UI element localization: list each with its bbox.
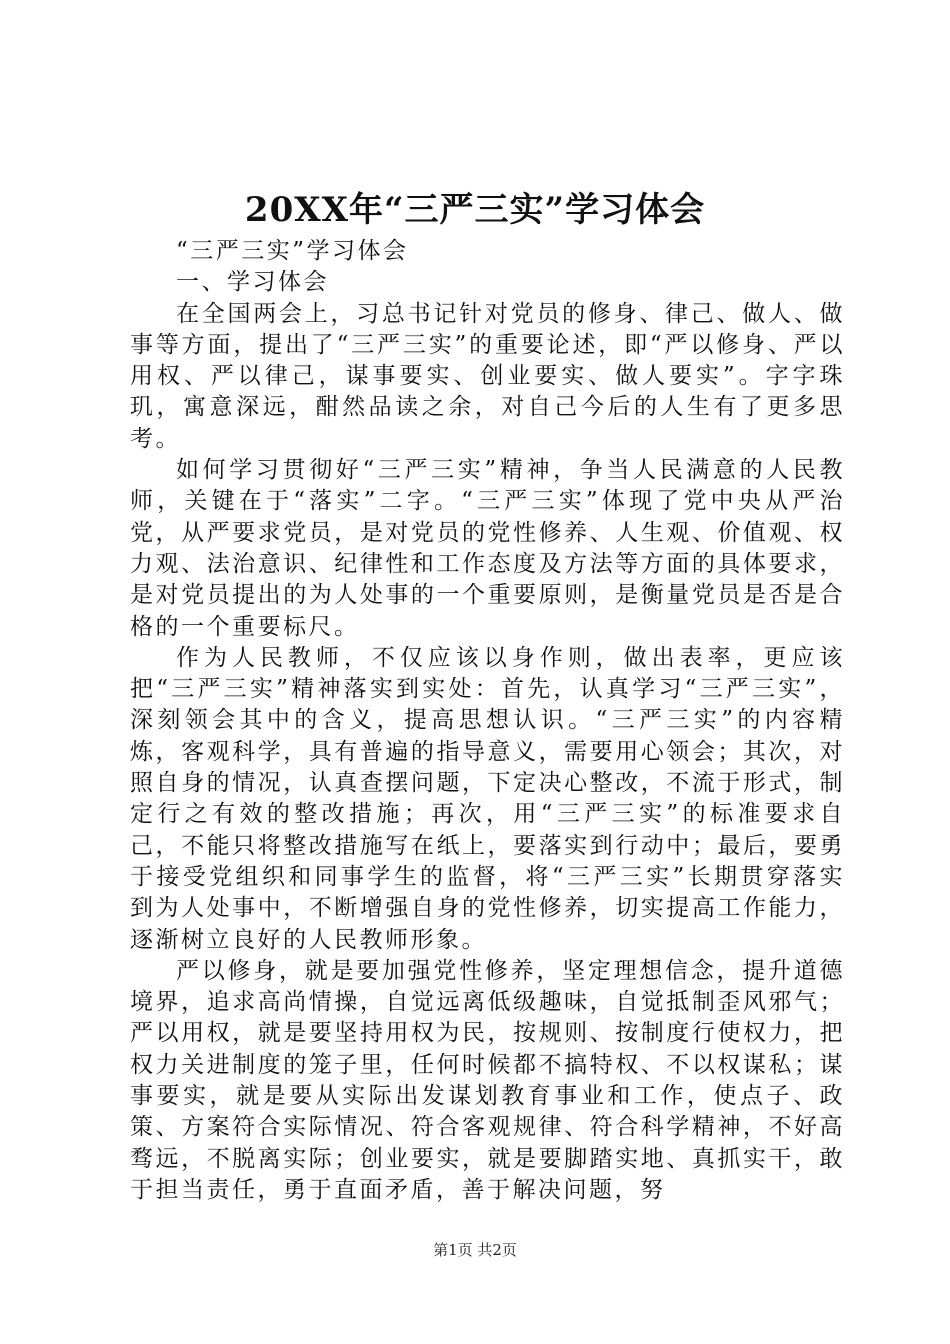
page-footer: 第1页 共2页 <box>433 1241 517 1259</box>
paragraph-heading: “三严三实”学习体会 <box>176 238 409 264</box>
paragraph: 作为人民教师，不仅应该以身作则，做出表率，更应该把“三严三实”精神落实到实处：首先，认真学习“三严三实”，深刻领会其中的含义，提高思想认识。“三严三实”的内容精炼，客观科学，具有普遍的指导意义，需要用心领会；其次，对照自身的情况，认真查摆问题，下定决心整改，不流于形式，制定行之有效的整改措施；再次，用“三严三实”的标准要求自己，不能只将整改措施写在纸上，要落实到行动中；最后，要勇于接受党组织和同事学生的监督，将“三严三实”长期贯穿落实到为人处事中，不断增强自身的党性修养，切实提高工作能力，逐渐树立良好的人民教师形象。 <box>130 644 845 953</box>
paragraph: 严以修身，就是要加强党性修养，坚定理想信念，提升道德境界，追求高尚情操，自觉远离低级趣味，自觉抵制歪风邪气；严以用权，就是要坚持用权为民，按规则、按制度行使权力，把权力关进制度的笼子里，任何时候都不搞特权、不以权谋私；谋事要实，就是要从实际出发谋划教育事业和工作，使点子、政策、方案符合实际情况、符合客观规律、符合科学精神，不好高骛远，不脱离实际；创业要实，就是要脚踏实地、真抓实干，敢于担当责任，勇于直面矛盾，善于解决问题，努 <box>130 957 845 1203</box>
document-body <box>130 236 845 1206</box>
document-title: 20XX年“三严三实”学习体会 <box>244 190 706 230</box>
paragraph: 在全国两会上，习总书记针对党员的修身、律己、做人、做事等方面，提出了“三严三实”的重要论述，即“严以修身、严以用权、严以律己，谋事要实、创业要实、做人要实”。字字珠玑，寓意深远，酣然品读之余，对自己今后的人生有了更多思考。 <box>130 300 845 452</box>
paragraph: 如何学习贯彻好“三严三实”精神，争当人民满意的人民教师，关键在于“落实”二字。“三严三实”体现了党中央从严治党，从严要求党员，是对党员的党性修养、人生观、价值观、权力观、法治意识、纪律性和工作态度及方法等方面的具体要求，是对党员提出的为人处事的一个重要原则，是衡量党员是否是合格的一个重要标尺。 <box>130 457 845 640</box>
paragraph-section-heading: 一、学习体会 <box>176 269 329 296</box>
